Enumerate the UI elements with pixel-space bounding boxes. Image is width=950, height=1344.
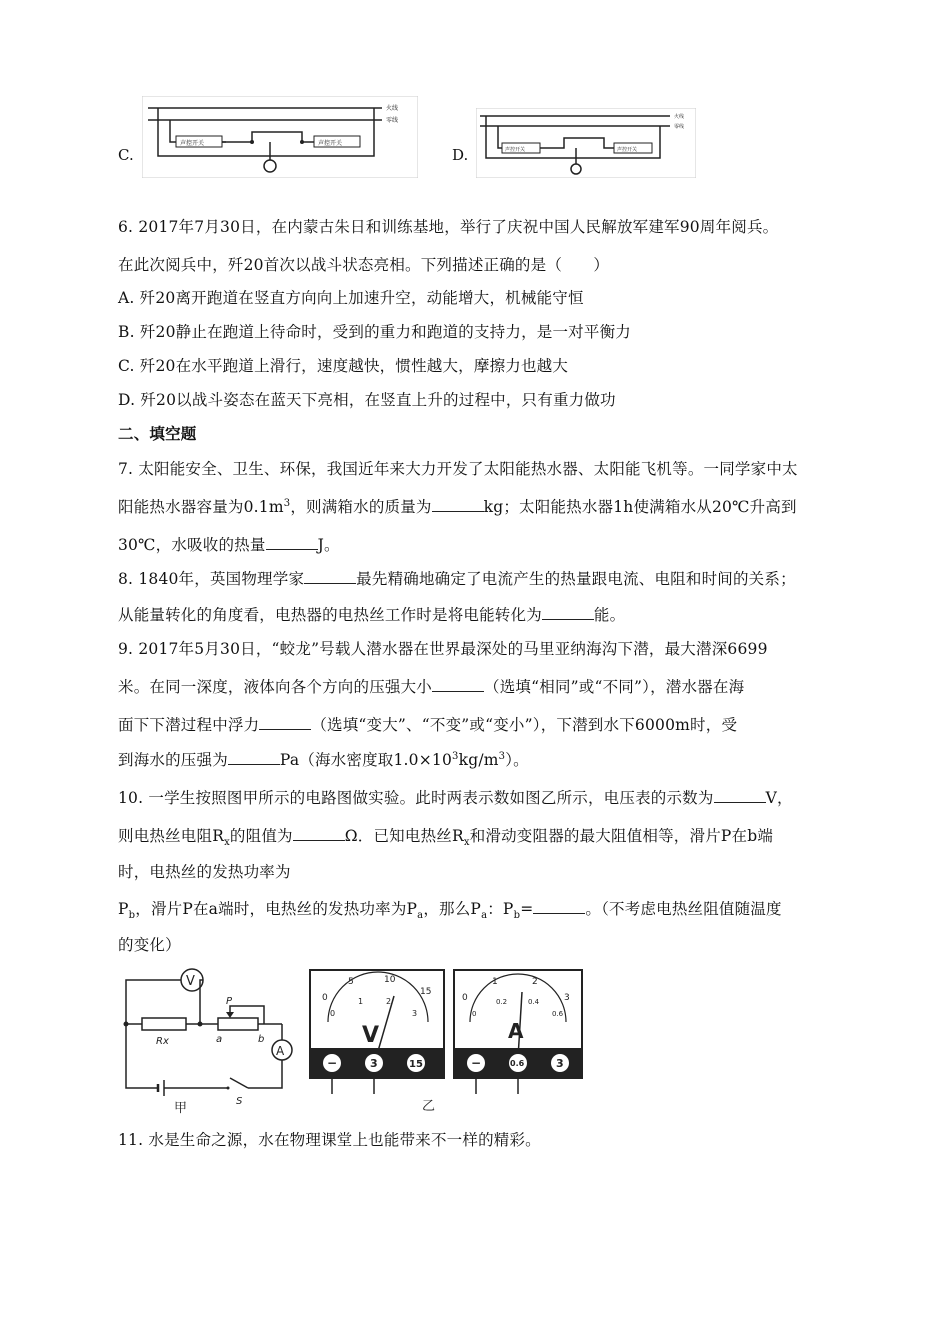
q10-blank-ratio[interactable] [533,899,585,914]
switch-label-c1: 声控开关 [180,140,205,147]
figure-jia-label: 甲 [174,1101,188,1114]
rx-label: Rx [156,1036,169,1047]
voltmeter-symbol-letter: V [186,974,195,989]
q6-option-b[interactable]: B. 歼20静止在跑道上待命时，受到的重力和跑道的支持力，是一对平衡力 [118,323,631,341]
q10-line4: $P_b$，滑片P在a端时，电热丝的发热功率为$P_a$，那么$P_a$：$P_b=$ 。（不考虑电热丝阻值随温度 [118,900,782,922]
q6-line1: 6. 2017年7月30日，在内蒙古朱日和训练基地，举行了庆祝中国人民解放军建军90周年阅兵。 [118,218,779,236]
q9-line4: 到海水的压强为 Pa（海水密度取$1.0\times 10^3kg/m^3$）。 [118,750,529,769]
q8-line1: 8. 1840年，英国物理学家 最先精确地确定了电流产生的热量跟电流、电阻和时间的关系； [118,570,796,588]
a-tick-2: 2 [532,977,538,987]
q10-blank-resistance[interactable] [293,826,345,841]
switch-label-d2: 声控开关 [617,147,638,153]
q6-option-c[interactable]: C. 歼20在水平跑道上滑行，速度越快，惯性越大，摩擦力也越大 [118,357,569,375]
a-small-tick-02: 0.2 [496,998,508,1006]
voltmeter-face-letter: V [362,1023,380,1048]
q7-line3: 30℃，水吸收的热量 J。 [118,536,340,554]
v-tick-0: 0 [322,993,328,1003]
voltmeter-dial [310,970,444,1094]
q9-line1: 9. 2017年5月30日，“蛟龙”号载人潜水器在世界最深处的马里亚纳海沟下潜，最大潜深6699 [118,640,768,658]
q6-option-d[interactable]: D. 歼20以战斗姿态在蓝天下亮相，在竖直上升的过程中，只有重力做功 [118,391,616,409]
v-terminal-neg: − [327,1056,338,1070]
resistor-rx [142,1018,186,1030]
option-d-label[interactable]: D. [452,146,469,164]
a-terminal-3: 3 [556,1057,564,1070]
q10-line5: 的变化） [118,936,181,954]
q9-blank-pressure[interactable] [228,750,280,765]
a-tick-3: 3 [564,993,570,1003]
q10-blank-voltage[interactable] [714,788,766,803]
v-terminal-3: 3 [370,1057,378,1070]
v-tick-5: 5 [348,977,354,987]
ammeter-symbol-letter: A [276,1044,285,1058]
q10-line1: 10. 一学生按照图甲所示的电路图做实验。此时两表示数如图乙所示，电压表的示数为 V， [118,789,793,807]
neutral-wire-label-c: 零线 [386,117,399,124]
p-label: P [226,996,233,1007]
rheostat [218,1018,258,1030]
q7-line1: 7. 太阳能安全、卫生、环保，我国近年来大力开发了太阳能热水器、太阳能飞机等。一同学家中太 [118,460,798,478]
a-tick-1: 1 [492,977,498,987]
q11-line1: 11. 水是生命之源，水在物理课堂上也能带来不一样的精彩。 [118,1131,541,1149]
v-tick-15: 15 [420,987,432,997]
q10-line3: 时，电热丝的发热功率为 [118,863,291,881]
section-heading: 二、填空题 [118,425,197,443]
circuit-figure-c [142,96,418,178]
figure-yi-label: 乙 [422,1099,436,1114]
a-small-tick-0: 0 [472,1010,477,1018]
a-end-label: a [216,1034,223,1045]
q7-blank-heat[interactable] [266,535,318,550]
fire-wire-label-c: 火线 [386,105,399,112]
ammeter-face-letter: A [508,1019,524,1043]
v-small-tick-0: 0 [330,1009,336,1018]
circuit-figure-d [476,108,696,178]
fire-wire-label-d: 火线 [674,114,685,120]
v-small-tick-2: 2 [386,997,392,1006]
q7-line2: 阳能热水器容量为$0.1m^3$，则满箱水的质量为 kg；太阳能热水器1h使满箱水从20℃升高到 [118,497,797,516]
q9-blank-pressure-direction[interactable] [432,677,484,692]
a-small-tick-04: 0.4 [528,998,540,1006]
q9-line2: 米。在同一深度，液体向各个方向的压强大小 （选填“相同”或“不同”），潜水器在海 [118,678,745,696]
a-tick-0: 0 [462,993,468,1003]
q6-option-a[interactable]: A. 歼20离开跑道在竖直方向向上加速升空，动能增大，机械能守恒 [118,289,584,307]
neutral-wire-label-d: 零线 [674,124,685,130]
switch-s [230,1078,248,1088]
a-small-tick-06: 0.6 [552,1010,564,1018]
v-small-tick-1: 1 [358,997,364,1006]
q9-blank-buoyancy[interactable] [259,715,311,730]
ammeter-dial [454,970,582,1094]
v-tick-10: 10 [384,975,396,985]
b-end-label: b [258,1034,265,1045]
q8-line2: 从能量转化的角度看，电热器的电热丝工作时是将电能转化为 能。 [118,606,626,624]
q8-blank-energy[interactable] [542,605,594,620]
circuit-diagram-jia [118,966,296,1114]
q6-line2: 在此次阅兵中，歼20首次以战斗状态亮相。下列描述正确的是（ ） [118,256,610,274]
q8-blank-scientist[interactable] [304,569,356,584]
q10-line2: 则电热丝电阻$R_x$的阻值为 Ω．已知电热丝$R_x$和滑动变阻器的最大阻值相等，滑片P在b端 [118,827,774,849]
meters-figure-yi [306,966,586,1114]
option-c-label[interactable]: C. [118,146,134,164]
q7-blank-mass[interactable] [432,497,484,512]
s-label: S [236,1096,243,1107]
slider-arrow-icon [226,1012,234,1018]
v-small-tick-3: 3 [412,1009,418,1018]
v-terminal-15: 15 [409,1059,423,1070]
q9-line3: 面下下潜过程中浮力 （选填“变大”、“不变”或“变小”），下潜到水下6000m时，受 [118,716,738,734]
a-terminal-06: 0.6 [510,1059,525,1068]
a-terminal-neg: − [471,1056,482,1070]
switch-label-d1: 声控开关 [505,147,526,153]
switch-label-c2: 声控开关 [318,140,343,147]
